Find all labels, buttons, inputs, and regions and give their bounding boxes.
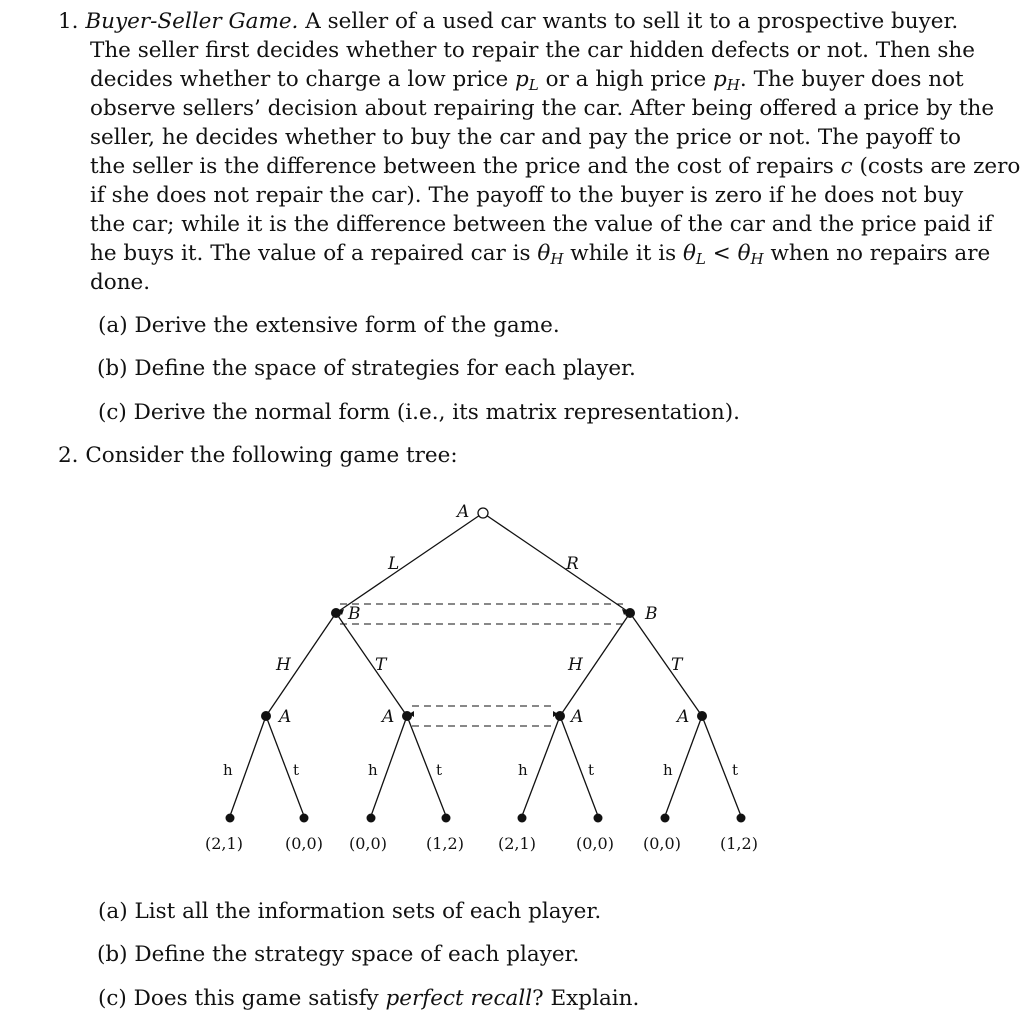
action-t-1: t: [293, 761, 300, 779]
node-A-3: [555, 711, 565, 721]
q1-title: Buyer-Seller Game.: [85, 9, 299, 34]
node-B-left: [331, 608, 341, 618]
payoff-4: (1,2): [426, 834, 464, 853]
action-right-H-label: H: [568, 655, 583, 675]
payoff-1: (2,1): [205, 834, 243, 853]
q1-line-8: the car; while it is the difference between the value of the car and the price paid if: [90, 212, 993, 237]
action-h-3: h: [518, 761, 528, 779]
action-t-3: t: [588, 761, 595, 779]
terminal-3: [367, 814, 376, 823]
action-right-T-label: T: [671, 655, 683, 675]
A-node-3-label: A: [571, 707, 584, 727]
q1-line-10: done.: [90, 270, 151, 295]
edge-1-h: [230, 716, 266, 816]
action-h-2: h: [368, 761, 378, 779]
A-node-1-label: A: [279, 707, 292, 727]
q2-part-a: (a) List all the information sets of each player.: [98, 899, 602, 924]
payoff-3: (0,0): [349, 834, 387, 853]
q1-part-c: (c) Derive the normal form (i.e., its matrix representation).: [98, 400, 740, 425]
action-t-4: t: [732, 761, 739, 779]
root-node: [478, 508, 488, 518]
B-left-label: B: [348, 604, 361, 624]
q2-part-b: (b) Define the strategy space of each player.: [97, 942, 580, 967]
payoff-8: (1,2): [720, 834, 758, 853]
q2-intro: 2. Consider the following game tree:: [58, 443, 458, 468]
B-right-label: B: [645, 604, 658, 624]
edge-R: [483, 513, 630, 613]
A-node-2-label: A: [382, 707, 395, 727]
payoff-5: (2,1): [498, 834, 536, 853]
A-node-4-label: A: [677, 707, 690, 727]
q1-part-a: (a) Derive the extensive form of the game.: [98, 313, 560, 338]
q1-line-7: if she does not repair the car). The payoff to the buyer is zero if he does not buy: [90, 183, 964, 208]
payoff-2: (0,0): [285, 834, 323, 853]
action-t-2: t: [436, 761, 443, 779]
terminal-7: [661, 814, 670, 823]
payoff-7: (0,0): [643, 834, 681, 853]
action-h-1: h: [223, 761, 233, 779]
q1-number: 1.: [58, 9, 79, 34]
edge-3-h: [522, 716, 560, 816]
action-L-label: L: [388, 554, 400, 574]
edge-right-T: [630, 613, 702, 716]
terminal-1: [226, 814, 235, 823]
terminal-6: [594, 814, 603, 823]
edge-L: [336, 513, 483, 613]
q1-line-3: decides whether to charge a low price $p_L$ or a high price $p_H$. The buyer does not: [90, 67, 964, 94]
q1-line-6: the seller is the difference between the price and the cost of repairs c (costs are zero: [90, 154, 1021, 179]
action-R-label: R: [566, 554, 579, 574]
q1-line-1: 1. Buyer-Seller Game. A seller of a used car wants to sell it to a prospective buyer.: [58, 9, 959, 34]
node-B-right: [625, 608, 635, 618]
edge-left-T: [336, 613, 407, 716]
action-left-H-label: H: [276, 655, 291, 675]
terminal-4: [442, 814, 451, 823]
action-left-T-label: T: [375, 655, 387, 675]
q1-line-2: The seller first decides whether to repair the car hidden defects or not. Then she: [90, 38, 975, 63]
q1-line-5: seller, he decides whether to buy the car and pay the price or not. The payoff to: [90, 125, 961, 150]
q1-line-4: observe sellers’ decision about repairing the car. After being offered a price by the: [90, 96, 995, 121]
terminal-8: [737, 814, 746, 823]
action-h-4: h: [663, 761, 673, 779]
node-A-2: [402, 711, 412, 721]
q1-part-b: (b) Define the space of strategies for each player.: [97, 356, 636, 381]
q1-line-9: he buys it. The value of a repaired car is $\theta_H$ while it is $\theta_L < \theta_H$ when no repairs are: [90, 241, 991, 268]
terminal-5: [518, 814, 527, 823]
node-A-4: [697, 711, 707, 721]
q2-number: 2.: [58, 443, 79, 468]
terminal-2: [300, 814, 309, 823]
payoff-6: (0,0): [576, 834, 614, 853]
q2-part-c: (c) Does this game satisfy perfect recall? Explain.: [98, 986, 640, 1011]
node-A-1: [261, 711, 271, 721]
root-player-label: A: [457, 502, 470, 522]
